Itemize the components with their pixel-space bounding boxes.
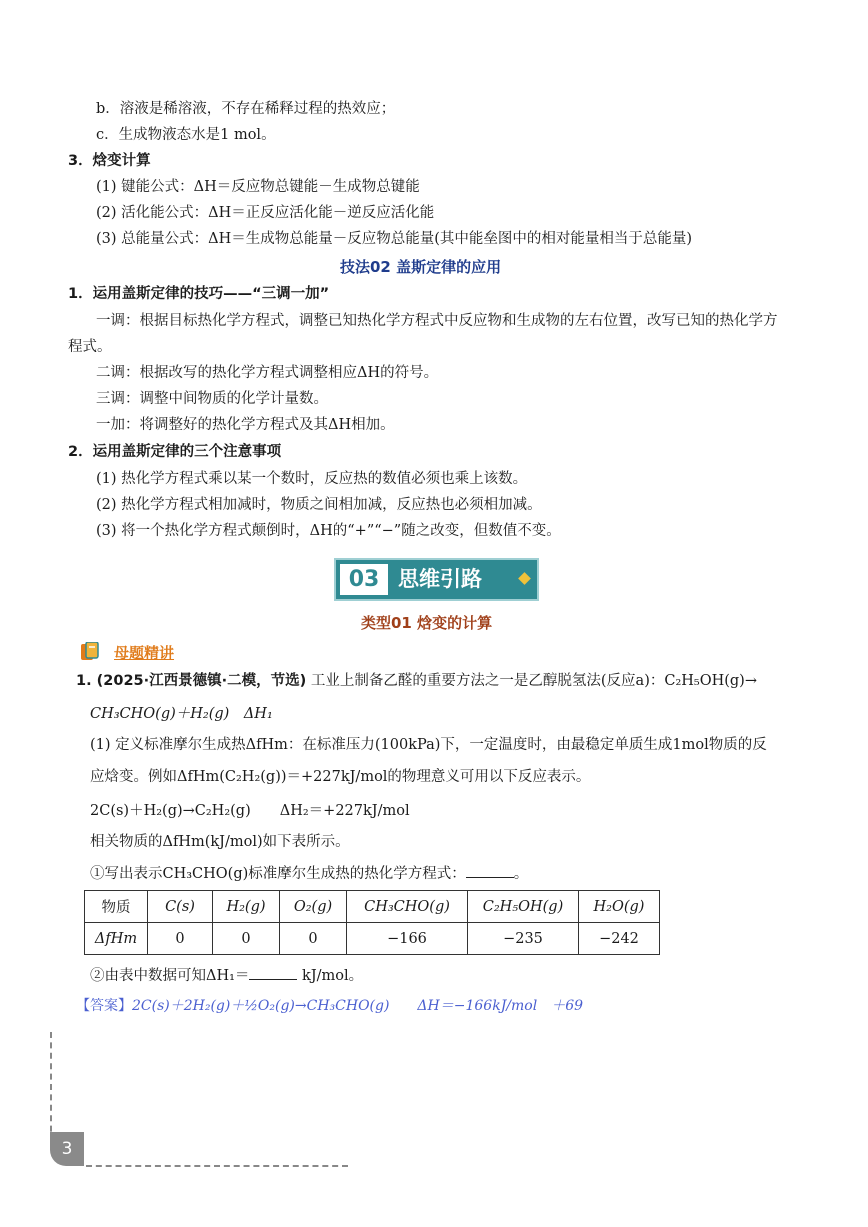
page-number: 3 (50, 1132, 84, 1166)
tip-1-cont: 程式。 (68, 339, 112, 355)
definition-line-1: (1) 定义标准摩尔生成热ΔfHm：在标准压力(100kPa)下，一定温度时，由最稳定单质生成1mol物质的反 (90, 737, 767, 753)
table-header: C(s) (148, 891, 213, 923)
section-title-hess: 技法02 盖斯定律的应用 (340, 258, 502, 276)
type-title: 类型01 焓变的计算 (361, 614, 493, 632)
table-cell: −235 (468, 923, 579, 955)
table-header: H₂O(g) (579, 891, 660, 923)
reaction-a-equation: CH₃CHO(g)＋H₂(g) ΔH₁ (90, 706, 273, 722)
note-2: (2) 热化学方程式相加减时，物质之间相加减，反应热也必须相加减。 (96, 497, 542, 513)
margin-dashed-line (50, 1032, 52, 1142)
table-header: O₂(g) (280, 891, 347, 923)
sub-question-2-text: ②由表中数据可知ΔH₁＝ (90, 968, 250, 984)
note-1: (1) 热化学方程式乘以某一个数时，反应热的数值必须也乘上该数。 (96, 471, 528, 487)
table-cell: −242 (579, 923, 660, 955)
sub-question-1-end: 。 (513, 866, 529, 882)
formation-heat-table (84, 890, 660, 955)
item-b: b．溶液是稀溶液，不存在稀释过程的热效应； (96, 101, 396, 117)
book-icon (80, 642, 100, 662)
table-header: C₂H₅OH(g) (468, 891, 579, 923)
table-header-row (85, 891, 660, 923)
heading-hess-tips: 1．运用盖斯定律的技巧——“三调一加” (68, 286, 330, 302)
answer-blank-2[interactable] (249, 965, 297, 980)
sub-question-2-unit: kJ/mol。 (302, 968, 364, 984)
table-cell: 0 (280, 923, 347, 955)
formula-total-energy: (3) 总能量公式：ΔH＝生成物总能量－反应物总能量(其中能垒图中的相对能量相当于总能量) (96, 231, 693, 247)
tip-2: 二调：根据改写的热化学方程式调整相应ΔH的符号。 (96, 365, 439, 381)
definition-line-2: 应焓变。例如ΔfHm(C₂H₂(g))＝+227kJ/mol的物理意义可用以下反应表示。 (90, 769, 591, 785)
answer-line (76, 996, 583, 1016)
question-1-line (76, 671, 757, 691)
tip-1: 一调：根据目标热化学方程式，调整已知热化学方程式中反应物和生成物的左右位置，改写已知的热化学方 (96, 313, 778, 329)
footer-dashed-line (86, 1165, 348, 1167)
table-cell: 0 (148, 923, 213, 955)
table-cell: −166 (347, 923, 468, 955)
sub-question-1-text: ①写出表示CH₃CHO(g)标准摩尔生成热的热化学方程式： (90, 866, 466, 882)
banner-text: 思维引路 (398, 567, 482, 591)
item-c: c．生成物液态水是1 mol。 (96, 127, 276, 143)
tip-4: 一加：将调整好的热化学方程式及其ΔH相加。 (96, 417, 395, 433)
heading-enthalpy-calc: 3．焓变计算 (68, 153, 151, 169)
question-source: 1. (2025·江西景德镇·二模，节选) (76, 673, 307, 689)
table-intro: 相关物质的ΔfHm(kJ/mol)如下表所示。 (90, 834, 350, 850)
table-header: CH₃CHO(g) (347, 891, 468, 923)
note-3: (3) 将一个热化学方程式颠倒时，ΔH的“+”“−”随之改变，但数值不变。 (96, 523, 561, 539)
table-row-label: ΔfHm (85, 923, 148, 955)
answer-text: 2C(s)＋2H₂(g)＋½O₂(g)→CH₃CHO(g) ΔH＝−166kJ/mol ＋69 (132, 998, 584, 1014)
example-equation: 2C(s)＋H₂(g)→C₂H₂(g) ΔH₂＝+227kJ/mol (90, 803, 410, 819)
formula-activation-energy: (2) 活化能公式：ΔH＝正反应活化能－逆反应活化能 (96, 205, 435, 221)
sub-question-1 (90, 863, 528, 884)
banner-number: 03 (340, 564, 388, 595)
table-cell: 0 (213, 923, 280, 955)
answer-tag: 【答案】 (76, 998, 132, 1014)
diamond-icon (518, 572, 531, 585)
table-header: 物质 (85, 891, 148, 923)
formula-bond-energy: (1) 键能公式：ΔH＝反应物总键能－生成物总键能 (96, 179, 420, 195)
section-banner (334, 558, 539, 601)
tip-3: 三调：调整中间物质的化学计量数。 (96, 391, 328, 407)
answer-blank-1[interactable] (466, 863, 514, 878)
heading-hess-notes: 2．运用盖斯定律的三个注意事项 (68, 444, 282, 460)
table-row (85, 923, 660, 955)
mother-question-label: 母题精讲 (114, 644, 175, 662)
table-header: H₂(g) (213, 891, 280, 923)
question-text: 工业上制备乙醛的重要方法之一是乙醇脱氢法(反应a)：C₂H₅OH(g)→ (306, 673, 757, 689)
sub-question-2 (90, 965, 363, 986)
